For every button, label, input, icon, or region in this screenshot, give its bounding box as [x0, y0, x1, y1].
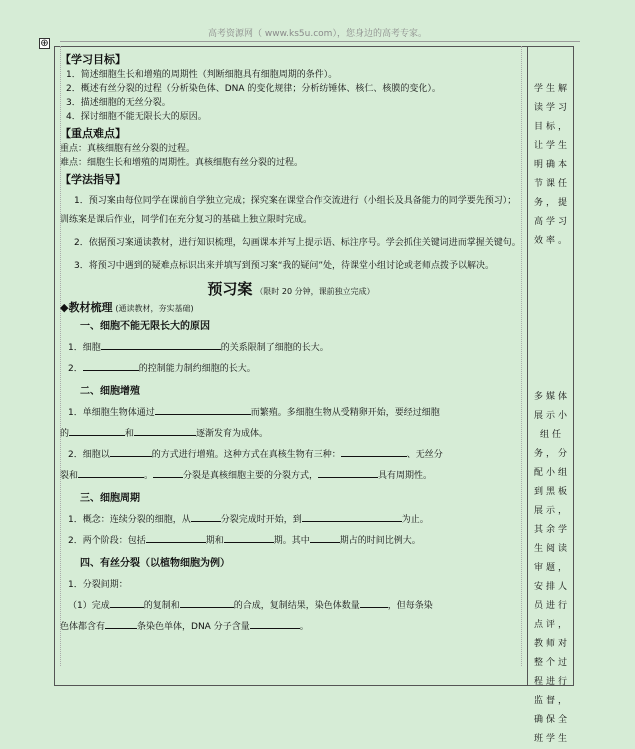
q-text: 裂和: [60, 471, 79, 481]
part1-q2: [68, 359, 522, 380]
q-text: 期。其中: [273, 536, 310, 546]
part2-q1-cont: [60, 424, 522, 445]
q-text: 期占的时间比例大。: [339, 536, 421, 546]
part3-q2: [68, 531, 522, 552]
fill-blank[interactable]: [69, 426, 125, 436]
section-title: ◆教材梳理: [60, 301, 113, 314]
main-content: [60, 50, 522, 638]
fill-blank[interactable]: [146, 533, 206, 543]
part2-q2-cont: [60, 466, 522, 487]
goal-item: 4．探讨细胞不能无限长大的原因。: [66, 112, 207, 122]
fill-blank[interactable]: [318, 468, 378, 478]
part2-q1: [68, 403, 522, 424]
page-header: 高考资源网（ www.ks5u.com），您身边的高考专家。: [208, 29, 427, 39]
side-note-goals: 学生解读学习目标，让学生明确本节课任务，提高学习效率。: [533, 84, 570, 246]
part3-q1: [68, 510, 522, 531]
fill-blank[interactable]: [105, 619, 137, 629]
q-text: 2．细胞以: [68, 450, 110, 460]
guidance-para: 1．预习案由每位同学在课前自学独立完成；探究案在课堂合作交流进行（小组长及具备能力的同学要先预习）；训练案是课后作业，同学们在充分复习的基础上独立限时完成。: [60, 196, 517, 225]
q-text: 、无丝分: [406, 450, 443, 460]
q-text: 的控制能力制约细胞的长大。: [138, 364, 256, 374]
section-note: (通读教材，夯实基础): [115, 304, 194, 313]
table-move-handle-icon[interactable]: ⊕: [40, 38, 49, 49]
goal-item: 2．概述有丝分裂的过程（分析染色体、DNA 的变化规律；分析纺锤体、核仁、核膜的变化）。: [66, 84, 441, 94]
q-text: 分裂完成时开始，到: [220, 515, 302, 525]
preview-note: （限时 20 分钟，课前独立完成）: [255, 287, 375, 296]
preview-heading: [60, 280, 522, 298]
q-text: 1．单细胞生物体通过: [68, 408, 155, 418]
fill-blank[interactable]: [341, 447, 407, 457]
fill-blank[interactable]: [134, 426, 196, 436]
part2-q2: [68, 445, 522, 466]
q-text: 色体都含有: [60, 622, 106, 632]
header-rule: [60, 41, 580, 42]
fill-blank[interactable]: [110, 598, 144, 608]
fill-blank[interactable]: [153, 468, 183, 478]
q-text: （1）完成: [68, 601, 110, 611]
q-text: 的: [60, 429, 70, 439]
q-text: 。: [144, 471, 154, 481]
q-text: 条染色单体，DNA 分子含量: [137, 622, 250, 632]
q-text: 2．两个阶段：包括: [68, 536, 146, 546]
column-divider: [527, 46, 528, 686]
fill-blank[interactable]: [302, 512, 402, 522]
goal-item: 3．描述细胞的无丝分裂。: [66, 98, 171, 108]
q-text: 的复制和: [143, 601, 180, 611]
part4-title: 四、有丝分裂（以植物细胞为例）: [80, 558, 230, 569]
q-text: 而繁殖。多细胞生物从受精卵开始，要经过细胞: [250, 408, 440, 418]
fill-blank[interactable]: [224, 533, 274, 543]
keypoints-title: 【重点难点】: [60, 127, 126, 140]
fill-blank[interactable]: [310, 533, 340, 543]
fill-blank[interactable]: [101, 340, 221, 350]
side-note-tasks: 多媒体展示小组任务，分配小组到黑板展示，其余学生阅读审题，安排人员进行点评，教师对整个过程进行监督，确保全班学生: [533, 392, 570, 744]
fill-blank[interactable]: [110, 447, 152, 457]
q-text: 1．细胞: [68, 343, 101, 353]
guidance-para: 2．依据预习案通读教材，进行知识梳理，勾画课本并写上提示语、标注序号。学会抓住关键词进而掌握关键句。: [74, 238, 521, 248]
part2-title: 二、细胞增殖: [80, 386, 140, 397]
difficult-point: 难点：细胞生长和增殖的周期性。真核细胞有丝分裂的过程。: [60, 158, 304, 168]
key-point: 重点：真核细胞有丝分裂的过程。: [60, 144, 196, 154]
q-text: 具有周期性。: [378, 471, 433, 481]
fill-blank[interactable]: [360, 598, 388, 608]
fill-blank[interactable]: [155, 405, 251, 415]
q-text: 期和: [205, 536, 224, 546]
q-text: 分裂是真核细胞主要的分裂方式，: [183, 471, 319, 481]
part4-line1: 1．分裂间期：: [68, 580, 128, 590]
q-text: 1．概念：连续分裂的细胞，从: [68, 515, 191, 525]
q-text: 逐渐发育为成体。: [196, 429, 269, 439]
section-heading: [60, 302, 522, 315]
q-text: 的合成，复制结果，染色体数量: [233, 601, 360, 611]
q-text: 。: [299, 622, 309, 632]
fill-blank[interactable]: [191, 512, 221, 522]
preview-title: 预习案: [207, 280, 253, 298]
part4-line2: [68, 596, 522, 617]
part3-title: 三、细胞周期: [80, 493, 140, 504]
part1-q1: [68, 338, 522, 359]
q-text: 2．: [68, 364, 83, 374]
q-text: 的关系限制了细胞的长大。: [220, 343, 329, 353]
guidance-para: 3．将预习中遇到的疑难点标识出来并填写到预习案“我的疑问”处，待课堂小组讨论或老师点拨予以解决。: [74, 261, 495, 271]
part4-line3: [60, 617, 522, 638]
fill-blank[interactable]: [180, 598, 234, 608]
goals-title: 【学习目标】: [60, 53, 126, 66]
fill-blank[interactable]: [83, 361, 139, 371]
q-text: 的方式进行增殖。这种方式在真核生物有三种：: [151, 450, 341, 460]
fill-blank[interactable]: [250, 619, 300, 629]
fill-blank[interactable]: [78, 468, 144, 478]
q-text: 为止。: [401, 515, 429, 525]
goal-item: 1．简述细胞生长和增殖的周期性（判断细胞具有细胞周期的条件）。: [66, 70, 338, 80]
q-text: ，但每条染: [387, 601, 433, 611]
part1-title: 一、细胞不能无限长大的原因: [80, 321, 210, 332]
q-text: 和: [125, 429, 135, 439]
guidance-title: 【学法指导】: [60, 173, 126, 186]
